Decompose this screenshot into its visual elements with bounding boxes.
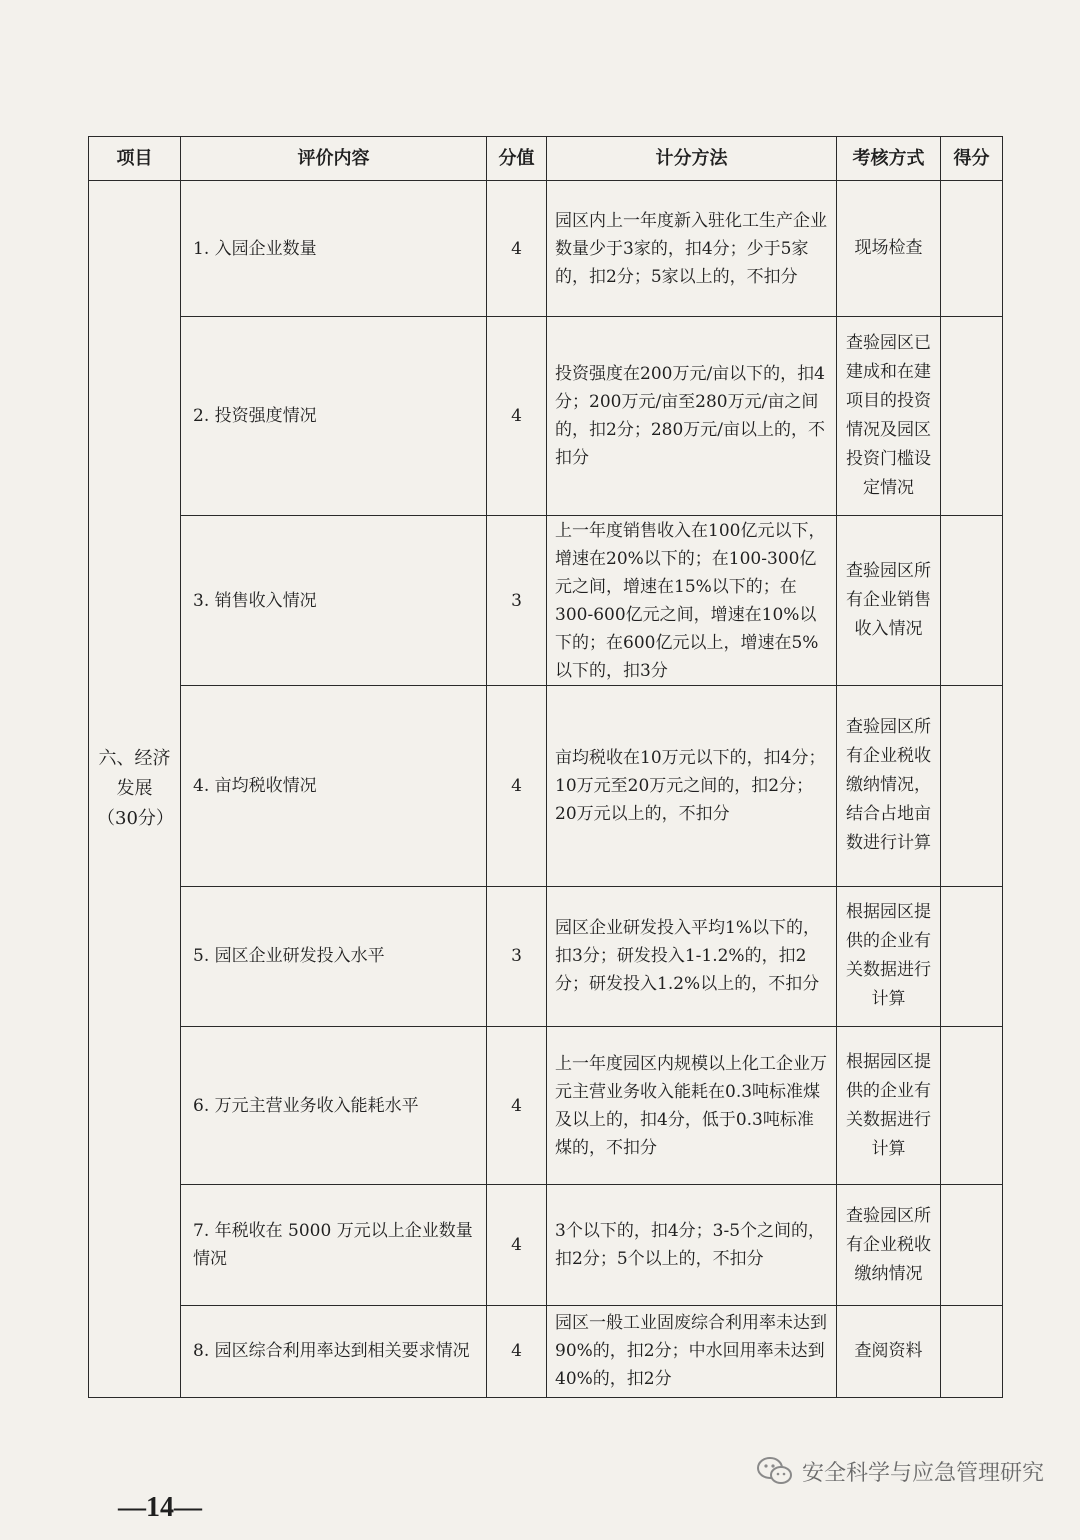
watermark	[756, 1455, 1044, 1487]
category-line3: （30分）	[97, 808, 174, 829]
header-method: 计分方法	[547, 137, 837, 181]
table-row	[89, 1185, 1003, 1305]
method-cell: 园区企业研发投入平均1%以下的，扣3分；研发投入1-1.2%的，扣2分；研发投入1.2%以上的，不扣分	[547, 886, 837, 1026]
table-row	[89, 886, 1003, 1026]
result-cell	[941, 317, 1003, 515]
watermark-text: 安全科学与应急管理研究	[801, 1460, 1044, 1486]
header-row	[89, 137, 1003, 181]
score-cell: 4	[487, 686, 547, 886]
content-cell: 2. 投资强度情况	[181, 317, 487, 515]
result-cell	[941, 1185, 1003, 1305]
method-cell: 3个以下的，扣4分；3-5个之间的，扣2分；5个以上的，不扣分	[547, 1185, 837, 1305]
category-line2: 发展	[116, 778, 153, 799]
header-score: 分值	[487, 137, 547, 181]
result-cell	[941, 686, 1003, 886]
header-check: 考核方式	[837, 137, 941, 181]
score-cell: 4	[487, 317, 547, 515]
content-cell: 4. 亩均税收情况	[181, 686, 487, 886]
content-cell: 6. 万元主营业务收入能耗水平	[181, 1027, 487, 1185]
table-row	[89, 181, 1003, 317]
header-result: 得分	[941, 137, 1003, 181]
check-cell: 现场检查	[837, 181, 941, 317]
result-cell	[941, 181, 1003, 317]
score-cell: 3	[487, 886, 547, 1026]
score-cell: 4	[487, 181, 547, 317]
result-cell	[941, 886, 1003, 1026]
content-cell: 8. 园区综合利用率达到相关要求情况	[181, 1305, 487, 1397]
content-cell: 5. 园区企业研发投入水平	[181, 886, 487, 1026]
check-cell: 查验园区所有企业税收缴纳情况	[837, 1185, 941, 1305]
content-cell: 1. 入园企业数量	[181, 181, 487, 317]
method-cell: 上一年度销售收入在100亿元以下，增速在20%以下的；在100-300亿元之间，增速在15%以下的；在300-600亿元之间，增速在10%以下的；在600亿元以上，增速在5%以下的，扣3分	[547, 515, 837, 685]
table-row	[89, 686, 1003, 886]
check-cell: 查验园区所有企业税收缴纳情况，结合占地亩数进行计算	[837, 686, 941, 886]
method-cell: 园区一般工业固废综合利用率未达到90%的，扣2分；中水回用率未达到40%的，扣2分	[547, 1305, 837, 1397]
content-cell: 7. 年税收在 5000 万元以上企业数量情况	[181, 1185, 487, 1305]
result-cell	[941, 515, 1003, 685]
wechat-icon	[756, 1455, 794, 1487]
check-cell: 查验园区所有企业销售收入情况	[837, 515, 941, 685]
category-line1: 六、经济	[98, 748, 171, 769]
table-row	[89, 1027, 1003, 1185]
table-row	[89, 317, 1003, 515]
method-cell: 园区内上一年度新入驻化工生产企业数量少于3家的，扣4分；少于5家的，扣2分；5家以上的，不扣分	[547, 181, 837, 317]
result-cell	[941, 1305, 1003, 1397]
score-cell: 4	[487, 1027, 547, 1185]
header-content: 评价内容	[181, 137, 487, 181]
score-cell: 4	[487, 1305, 547, 1397]
score-cell: 4	[487, 1185, 547, 1305]
score-cell: 3	[487, 515, 547, 685]
method-cell: 上一年度园区内规模以上化工企业万元主营业务收入能耗在0.3吨标准煤及以上的，扣4分，低于0.3吨标准煤的，不扣分	[547, 1027, 837, 1185]
content-cell: 3. 销售收入情况	[181, 515, 487, 685]
method-cell: 亩均税收在10万元以下的，扣4分；10万元至20万元之间的，扣2分；20万元以上的，不扣分	[547, 686, 837, 886]
page-number: —14—	[118, 1492, 202, 1523]
evaluation-table	[88, 136, 1003, 1398]
category-cell	[89, 181, 181, 1398]
result-cell	[941, 1027, 1003, 1185]
header-item: 项目	[89, 137, 181, 181]
check-cell: 查阅资料	[837, 1305, 941, 1397]
method-cell: 投资强度在200万元/亩以下的，扣4分；200万元/亩至280万元/亩之间的，扣2分；280万元/亩以上的，不扣分	[547, 317, 837, 515]
check-cell: 查验园区已建成和在建项目的投资情况及园区投资门槛设定情况	[837, 317, 941, 515]
table-row	[89, 1305, 1003, 1397]
check-cell: 根据园区提供的企业有关数据进行计算	[837, 886, 941, 1026]
check-cell: 根据园区提供的企业有关数据进行计算	[837, 1027, 941, 1185]
table-row	[89, 515, 1003, 685]
